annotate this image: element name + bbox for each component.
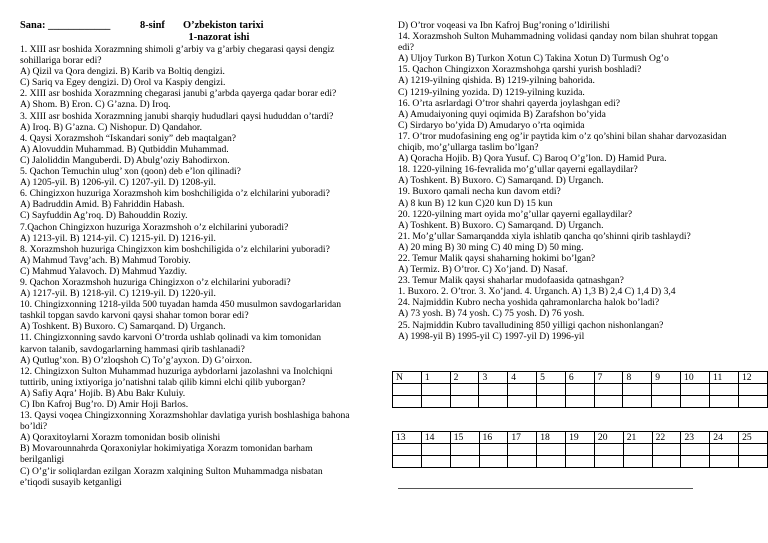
- answer-table-header-cell: 23: [681, 432, 710, 444]
- question-line: 19. Buxoro qamali necha kun davom etdi?: [398, 186, 561, 198]
- subject-label: O’zbekiston tarixi: [183, 20, 264, 31]
- question-line: 22. Temur Malik qaysi shaharning hokimi bo’lgan?: [398, 252, 596, 264]
- answer-table-header-cell: 12: [738, 372, 767, 384]
- question-line: 25. Najmiddin Kubro tavalludining 850 yilligi qachon nishonlangan?: [398, 319, 664, 331]
- answer-cell[interactable]: [710, 396, 739, 408]
- answer-table-header-cell: 2: [450, 372, 479, 384]
- question-line: C) Jaloliddin Manguberdi. D) Abulg’oziy Bahodirxon.: [20, 154, 230, 166]
- question-line: A) Mahmud Tavg’ach. B) Mahmud Torobiy.: [20, 254, 191, 266]
- answer-cell[interactable]: [739, 456, 768, 468]
- answer-table-header-cell: N: [393, 372, 422, 384]
- question-line: A) Alovuddin Muhammad. B) Qutbiddin Muhammad.: [20, 143, 229, 155]
- answer-cell[interactable]: [421, 384, 450, 396]
- answer-cell[interactable]: [479, 444, 508, 456]
- answer-cell[interactable]: [594, 384, 623, 396]
- answer-cell[interactable]: [508, 444, 537, 456]
- question-line: C) Sayfuddin Ag’roq. D) Bahouddin Roziy.: [20, 210, 188, 222]
- question-line: C) Sirdaryo bo’yida D) Amudaryo o’rta oqimida: [398, 119, 585, 131]
- question-line: 18. 1220-yilning 16-fevralida mo’g’ullar qayerni egallaydilar?: [398, 164, 638, 176]
- answer-table-header-cell: 16: [479, 432, 508, 444]
- question-line: 16. O’rta asrlardagi O’tror shahri qayerda joylashgan edi?: [398, 97, 620, 109]
- question-line: A) Badruddin Amid. B) Fahriddin Habash.: [20, 199, 185, 211]
- question-line: 17. O’tror mudofasining eng og’ir paytida kim o’z qo’shini bilan shahar darvozasidan: [398, 130, 727, 142]
- question-line: A) Toshkent. B) Buxoro. C) Samarqand. D) Urganch.: [20, 321, 226, 333]
- question-line: A) Termiz. B) O’tror. C) Xo’jand. D) Nasaf.: [398, 264, 568, 276]
- question-line: A) 8 kun B) 12 kun C)20 kun D) 15 kun: [398, 197, 553, 209]
- answer-cell[interactable]: [421, 444, 450, 456]
- answer-table-header-cell: 25: [739, 432, 768, 444]
- question-line: C) Mahmud Yalavoch. D) Mahmud Yazdiy.: [20, 265, 187, 277]
- question-line: 14. Xorazmshoh Sulton Muhammadning volidasi qanday nom bilan shuhrat topgan: [398, 31, 718, 43]
- answer-cell[interactable]: [450, 456, 479, 468]
- question-line: sohillariga borar edi?: [20, 55, 102, 67]
- question-line: A) 1219-yilning qishida. B) 1219-yilning bahorida.: [398, 75, 595, 87]
- question-line: C) O’g’ir soliqlardan ezilgan Xorazm xalqining Sulton Muhammadga nisbatan: [20, 465, 323, 477]
- question-line: A) Shom. B) Eron. C) G’azna. D) Iroq.: [20, 99, 171, 111]
- question-line: A) 1205-yil. B) 1206-yil. C) 1207-yil. D) 1208-yil.: [20, 177, 216, 189]
- question-line: 2. XIII asr boshida Xorazmning chegarasi janubi g’arbda qayerga qadar borar edi?: [20, 88, 337, 100]
- right-questions: [398, 20, 748, 342]
- answer-table-header-cell: 20: [594, 432, 623, 444]
- answer-cell[interactable]: [450, 384, 479, 396]
- question-line: chiqib, mo’g’ullarga taslim bo’lgan?: [398, 142, 539, 154]
- question-line: A) Safiy Aqra’ Hojib. B) Abu Bakr Kuluiy.: [20, 387, 186, 399]
- answer-table-header-cell: 4: [508, 372, 537, 384]
- answer-table-header-cell: 1: [421, 372, 450, 384]
- answer-table-header-cell: 18: [537, 432, 566, 444]
- answer-cell[interactable]: [738, 384, 767, 396]
- question-line: C) Ibn Kafroj Bug’ro. D) Amir Hoji Barlos.: [20, 399, 189, 410]
- answer-cell[interactable]: [739, 444, 768, 456]
- answer-cell[interactable]: [738, 396, 767, 408]
- question-line: A) 1213-yil. B) 1214-yil. C) 1215-yil. D) 1216-yil.: [20, 232, 216, 244]
- question-line: B) Movarounnahrda Qoraxoniylar hokimiyatiga Xorazm tomonidan barham: [20, 443, 313, 455]
- answer-cell[interactable]: [537, 456, 566, 468]
- answer-table-header-cell: 22: [652, 432, 681, 444]
- answer-cell[interactable]: [537, 396, 566, 408]
- answer-cell[interactable]: [652, 384, 681, 396]
- question-line: A) 20 ming B) 30 ming C) 40 ming D) 50 ming.: [398, 241, 584, 253]
- question-line: 21. Mo’g’ullar Samarqandda xiyla ishlatib qancha qo’shinni qirib tashlaydi?: [398, 230, 691, 242]
- question-line: A) Qoraxitoylarni Xorazm tomonidan bosib olinishi: [20, 432, 221, 444]
- answer-table-header-cell: 6: [565, 372, 594, 384]
- question-line: A) 73 yosh. B) 74 yosh. C) 75 yosh. D) 76 yosh.: [398, 308, 585, 320]
- answer-cell[interactable]: [450, 444, 479, 456]
- answer-cell[interactable]: [421, 396, 450, 408]
- question-line: 4. Qaysi Xorazmshoh “Iskandari soniy” deb maqtalgan?: [20, 132, 237, 144]
- answer-cell[interactable]: [710, 384, 739, 396]
- answer-table-2: [392, 431, 768, 468]
- question-line: 15. Qachon Chingizxon Xorazmshohga qarshi yurish boshladi?: [398, 64, 642, 76]
- answer-cell[interactable]: [566, 456, 595, 468]
- answer-cell[interactable]: [594, 444, 623, 456]
- answer-cell[interactable]: [623, 396, 652, 408]
- answer-cell[interactable]: [479, 384, 508, 396]
- answer-cell[interactable]: [681, 456, 710, 468]
- answer-cell[interactable]: [393, 456, 422, 468]
- left-column: [20, 20, 378, 488]
- answer-cell[interactable]: [565, 384, 594, 396]
- question-line: D) O’tror voqeasi va Ibn Kafroj Bug’roning o’ldirilishi: [398, 20, 610, 31]
- question-line: tuttirib, uning ixtiyoriga jo’natishni talab qilib kimni elchi qilib yuborgan?: [20, 376, 306, 388]
- answer-cell[interactable]: [652, 396, 681, 408]
- grade-label: 8-sinf: [140, 20, 165, 31]
- answer-table-header-cell: 17: [508, 432, 537, 444]
- answer-cell[interactable]: [508, 384, 537, 396]
- question-line: 20. 1220-yilning mart oyida mo’g’ullar qayerni egallaydilar?: [398, 208, 633, 220]
- answer-cell[interactable]: [421, 456, 450, 468]
- question-line: 1. XIII asr boshida Xorazmning shimoli g’arbiy va g’arbiy chegarasi qaysi dengiz: [20, 44, 335, 55]
- answer-cell[interactable]: [710, 444, 739, 456]
- question-line: e’tiqodi susayib ketganligi: [20, 476, 122, 488]
- question-line: 23. Temur Malik qaysi shaharlar mudofaasida qatnashgan?: [398, 275, 624, 287]
- question-line: A) Uljoy Turkon B) Turkon Xotun C) Takina Xotun D) Turmush Og’o: [398, 53, 669, 65]
- answer-cell[interactable]: [594, 396, 623, 408]
- question-line: 5. Qachon Temuchin ulug’ xon (qoon) deb e’lon qilinadi?: [20, 166, 241, 178]
- answer-cell[interactable]: [681, 384, 710, 396]
- answer-cell[interactable]: [393, 396, 422, 408]
- answer-cell[interactable]: [652, 444, 681, 456]
- answer-cell[interactable]: [537, 384, 566, 396]
- question-line: A) Amudaiyoning quyi oqimida B) Zarafshon bo’yida: [398, 108, 606, 120]
- question-line: A) 1998-yil B) 1995-yil C) 1997-yil D) 1996-yil: [398, 330, 585, 342]
- answer-cell[interactable]: [594, 456, 623, 468]
- question-line: tashkil topgan savdo karvoni qaysi shahar tomon borar edi?: [20, 310, 249, 322]
- question-line: 24. Najmiddin Kubro necha yoshida qahramonlarcha halok bo’ladi?: [398, 297, 660, 309]
- question-line: A) Iroq. B) G’azna. C) Nishopur. D) Qandahor.: [20, 121, 202, 133]
- right-column: [398, 20, 748, 342]
- question-line: 3. XIII asr boshida Xorazmning janubi sharqiy hududlari qaysi hududdan o’tardi?: [20, 110, 334, 122]
- test-title: 1-nazorat ishi: [188, 32, 250, 43]
- answer-table-header-cell: 13: [393, 432, 422, 444]
- question-line: A) Toshkent. B) Buxoro. C) Samarqand. D) Urganch.: [398, 219, 604, 231]
- answer-cell[interactable]: [623, 444, 652, 456]
- answer-cell[interactable]: [710, 456, 739, 468]
- question-line: A) Qizil va Qora dengizi. B) Karib va Boltiq dengizi.: [20, 66, 225, 78]
- answer-table-header-cell: 7: [594, 372, 623, 384]
- answer-table-header-cell: 19: [566, 432, 595, 444]
- answer-cell[interactable]: [623, 456, 652, 468]
- question-line: 13. Qaysi voqea Chingizxonning Xorazmshohlar davlatiga yurish boshlashiga bahona: [20, 410, 350, 422]
- answer-table-header-cell: 10: [681, 372, 710, 384]
- answer-cell[interactable]: [393, 444, 422, 456]
- answer-cell[interactable]: [393, 384, 422, 396]
- question-line: A) Qoracha Hojib. B) Qora Yusuf. C) Baroq O’g’lon. D) Hamid Pura.: [398, 153, 667, 165]
- answer-table-header-cell: 24: [710, 432, 739, 444]
- answer-cell[interactable]: [681, 396, 710, 408]
- answer-table-header-cell: 8: [623, 372, 652, 384]
- answer-table-header-cell: 5: [537, 372, 566, 384]
- question-line: bo’ldi?: [20, 421, 48, 433]
- answer-table-header-cell: 3: [479, 372, 508, 384]
- answer-table-header-cell: 9: [652, 372, 681, 384]
- question-line: A) Toshkent. B) Buxoro. C) Samarqand. D) Urganch.: [398, 175, 604, 187]
- answer-table-header-cell: 14: [421, 432, 450, 444]
- answer-cell[interactable]: [537, 444, 566, 456]
- answer-cell[interactable]: [566, 444, 595, 456]
- question-line: A) 1217-yil. B) 1218-yil. C) 1219-yil. D) 1220-yil.: [20, 288, 216, 300]
- question-line: 6. Chingizxon huzuriga Xorazmshoh kim boshchiligida o’z elchilarini yuboradi?: [20, 188, 330, 200]
- answer-cell[interactable]: [623, 384, 652, 396]
- question-line: 11. Chingizxonning savdo karvoni O’trorda ushlab qolinadi va kim tomonidan: [20, 332, 322, 344]
- question-line: 12. Chingizxon Sulton Muhammad huzuriga aybdorlarni jazolashni va Inolchiqni: [20, 365, 333, 377]
- question-line: C) 1219-yilning yozida. D) 1219-yilning kuzida.: [398, 86, 585, 98]
- answer-table-header-cell: 21: [623, 432, 652, 444]
- question-line: 9. Qachon Xorazmshoh huzuriga Chingizxon o’z elchilarini yuboradi?: [20, 276, 291, 288]
- header: [20, 20, 378, 44]
- question-line: C) Sariq va Egey dengizi. D) Orol va Kaspiy dengizi.: [20, 77, 226, 89]
- question-line: 7.Qachon Chingizxon huzuriga Xorazmshoh o’z elchilarini yuboradi?: [20, 221, 289, 233]
- answer-cell[interactable]: [450, 396, 479, 408]
- answer-cell[interactable]: [479, 456, 508, 468]
- answer-cell[interactable]: [479, 396, 508, 408]
- question-line: 1. Buxoro. 2. O’tror. 3. Xo’jand. 4. Urganch. A) 1,3 B) 2,4 C) 1,4 D) 3,4: [398, 286, 676, 298]
- answer-table-header-cell: 11: [710, 372, 739, 384]
- signature-line: [398, 488, 693, 489]
- question-line: berilganligi: [20, 454, 65, 466]
- answer-cell[interactable]: [652, 456, 681, 468]
- answer-cell[interactable]: [681, 444, 710, 456]
- question-line: 8. Xorazmshoh huzuriga Chingizxon kim boshchiligida o’z elchilarini yuboradi?: [20, 243, 330, 255]
- date-field-label: Sana: ____________: [20, 20, 111, 31]
- answer-table-header-cell: 15: [450, 432, 479, 444]
- answer-cell[interactable]: [508, 396, 537, 408]
- question-line: edi?: [398, 42, 414, 54]
- question-line: karvon talanib, savdogarlarning hammasi qirib tashlanadi?: [20, 343, 245, 355]
- question-line: 10. Chingizxonning 1218-yilda 500 tuyadan hamda 450 musulmon savdogarlaridan: [20, 299, 342, 311]
- question-line: A) Qutlug’xon. B) O’zloqshoh C) To’g’ayxon. D) G’oirxon.: [20, 354, 253, 366]
- answer-cell[interactable]: [565, 396, 594, 408]
- answer-table-1: [392, 371, 768, 408]
- left-questions: [20, 44, 378, 488]
- answer-cell[interactable]: [508, 456, 537, 468]
